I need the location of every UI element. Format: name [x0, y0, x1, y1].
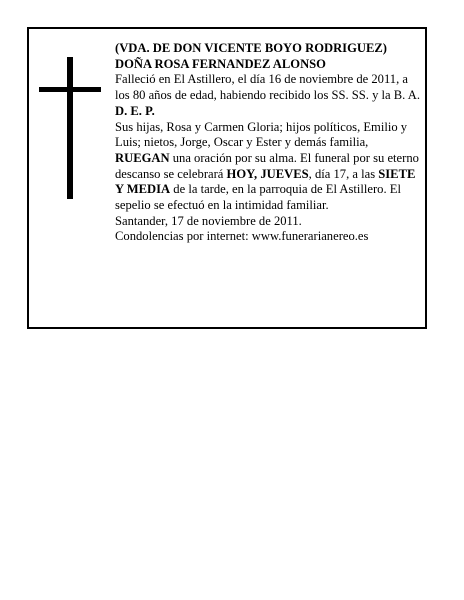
cross-vertical-bar — [67, 57, 73, 199]
ruegan-word: RUEGAN — [115, 150, 170, 165]
ceremony-text-3: de la tarde, en la parroquia de El Astillero. El sepelio se efectuó en la intimidad familiar. — [115, 182, 401, 213]
cross-horizontal-bar — [39, 87, 101, 92]
place-date: Santander, 17 de noviembre de 2011. — [115, 213, 302, 228]
widow-of-line: (VDA. DE DON VICENTE BOYO RODRIGUEZ) — [115, 41, 387, 55]
ceremony-text-2: , día 17, a las — [308, 166, 379, 181]
ceremony-day: HOY, JUEVES — [226, 166, 309, 181]
death-details: Falleció en El Astillero, el día 16 de noviembre de 2011, a los 80 años de edad, habiendo recibido los SS. SS. y la B. A. — [115, 72, 421, 103]
obituary-notice — [27, 27, 427, 329]
ceremony-paragraph — [115, 151, 425, 214]
ceremony-text-1: una oración por su alma. El funeral por su eterno descanso se celebrará — [115, 150, 419, 181]
family-paragraph: Sus hijas, Rosa y Carmen Gloria; hijos políticos, Emilio y Luis; nietos, Jorge, Oscar y Ester y demás familia, — [115, 119, 408, 150]
rip-line: D. E. P. — [115, 103, 155, 118]
condolences-line: Condolencias por internet: www.funerarianereo.es — [115, 229, 369, 244]
deceased-name: DOÑA ROSA FERNANDEZ ALONSO — [115, 56, 326, 71]
obituary-text — [115, 41, 425, 245]
ceremony-time: SIETE Y MEDIA — [115, 166, 416, 197]
cross-icon — [39, 57, 101, 199]
